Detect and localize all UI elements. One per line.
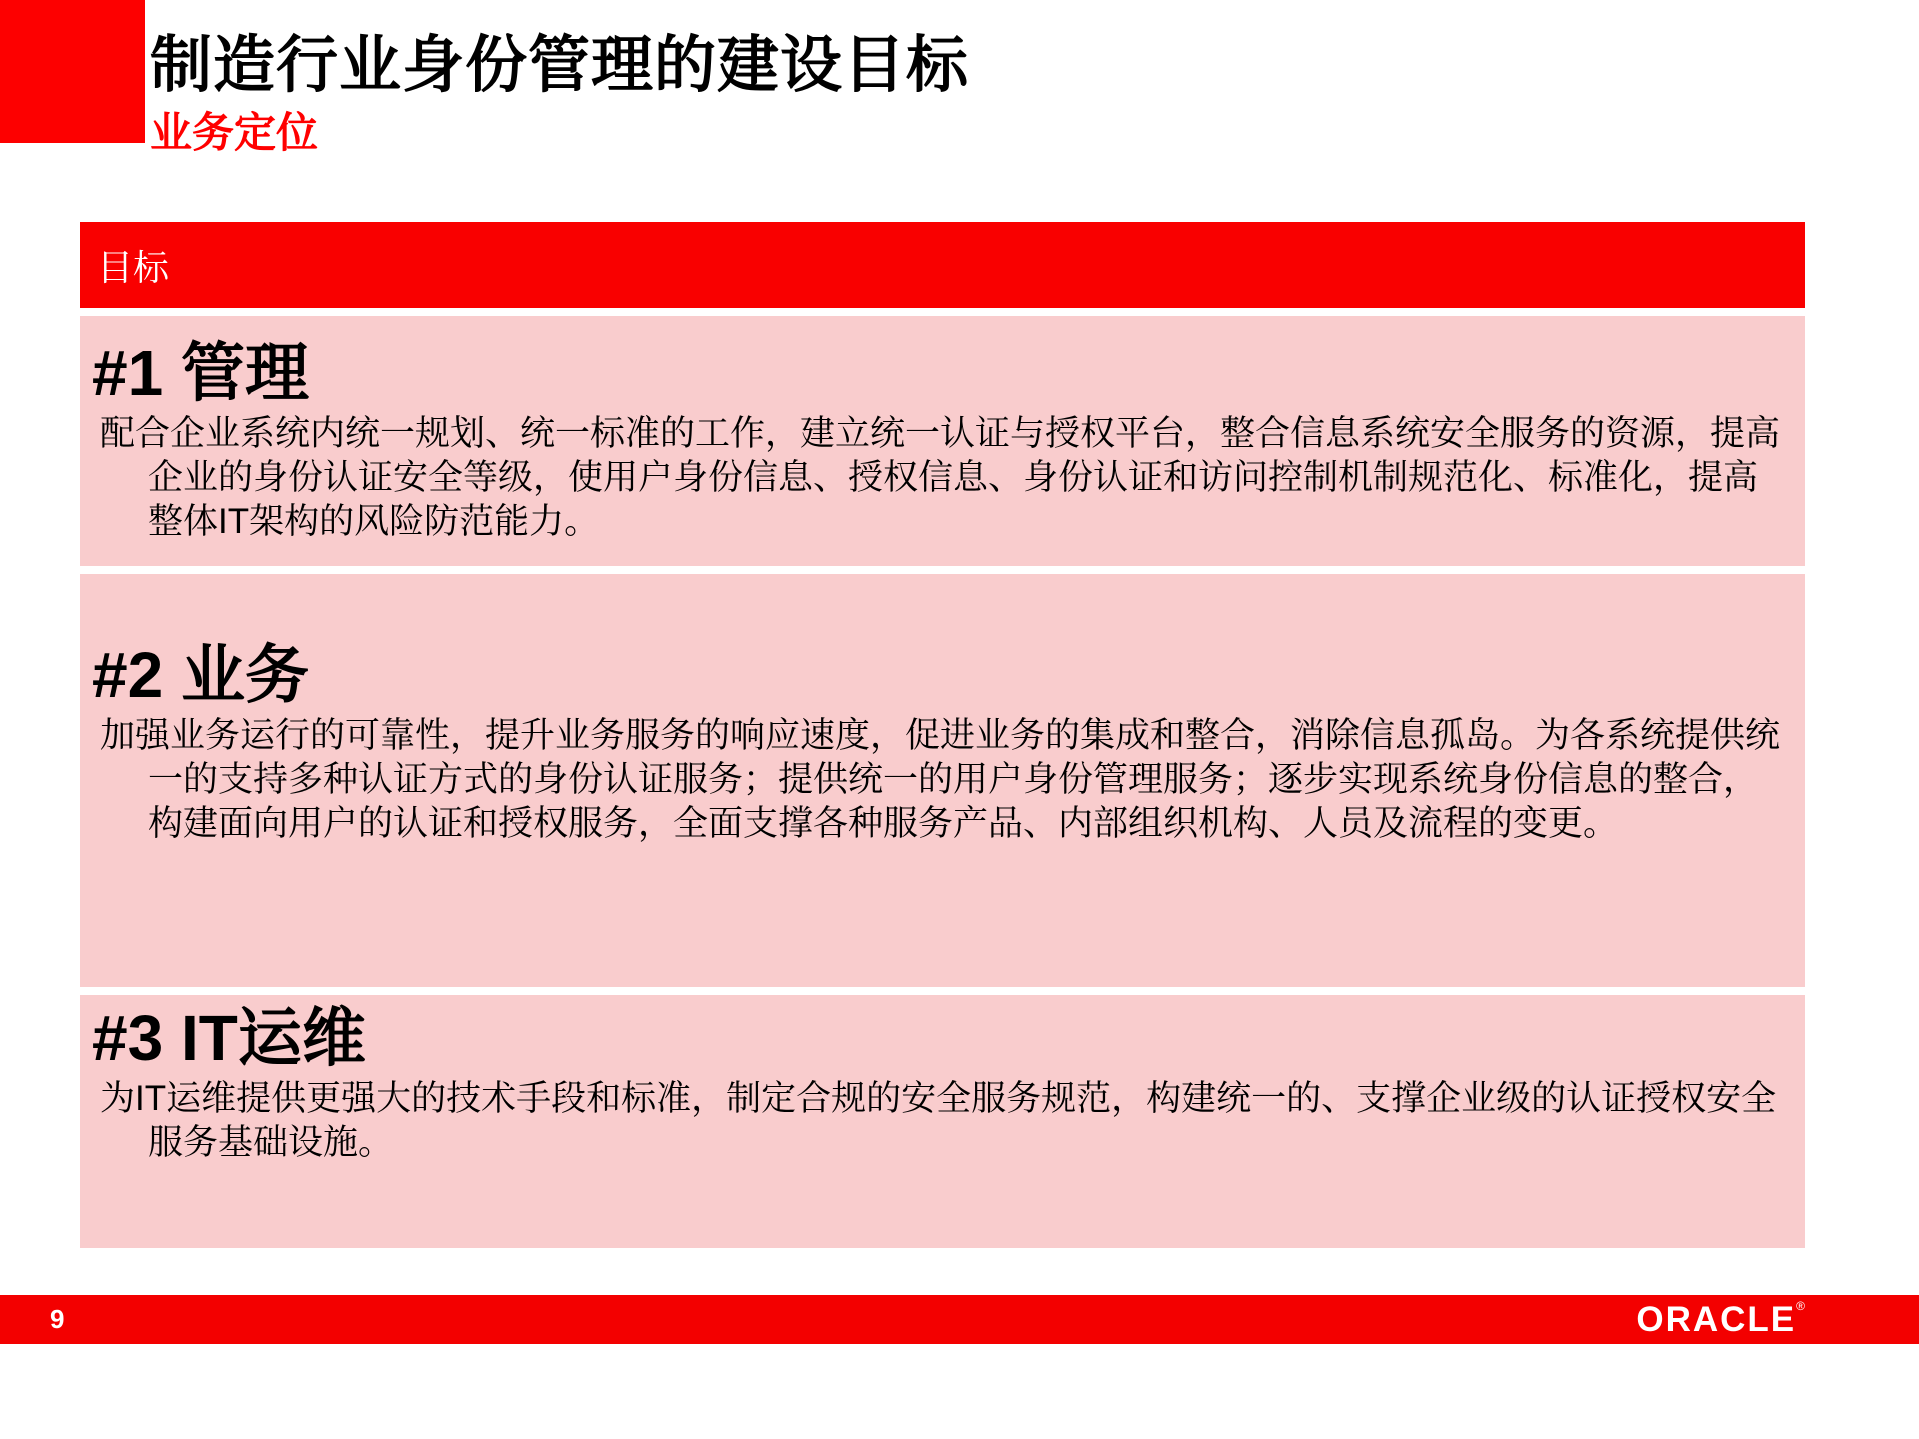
section-heading: #3 IT运维 xyxy=(92,1002,366,1074)
slide-accent-square xyxy=(0,0,145,143)
oracle-logo xyxy=(1636,1299,1805,1339)
section-heading: #2 业务 xyxy=(92,639,309,711)
slide-subtitle: 业务定位 xyxy=(150,109,319,156)
section-heading: #1 管理 xyxy=(92,337,309,409)
section-body: 加强业务运行的可靠性，提升业务服务的响应速度，促进业务的集成和整合，消除信息孤岛。为各系统提供统一的支持多种认证方式的身份认证服务；提供统一的用户身份管理服务；逐步实现系统身份信息的整合，构建面向用户的认证和授权服务，全面支撑各种服务产品、内部组织机构、人员及流程的变更。 xyxy=(100,716,1781,843)
section-business xyxy=(80,574,1805,987)
section-it-operations xyxy=(80,995,1805,1248)
page-number: 9 xyxy=(50,1304,65,1334)
title-area xyxy=(150,28,1850,158)
goals-panel xyxy=(80,222,1805,1256)
goals-header-bar xyxy=(80,222,1805,308)
registered-trademark-symbol: ® xyxy=(1796,1299,1805,1313)
section-body: 配合企业系统内统一规划、统一标准的工作，建立统一认证与授权平台，整合信息系统安全服务的资源，提高企业的身份认证安全等级，使用户身份信息、授权信息、身份认证和访问控制机制规范化、标准化，提高整体IT架构的风险防范能力。 xyxy=(100,414,1781,541)
slide-title: 制造行业身份管理的建设目标 xyxy=(150,31,970,100)
footer-bar xyxy=(0,1295,1919,1344)
section-body: 为IT运维提供更强大的技术手段和标准，制定合规的安全服务规范，构建统一的、支撑企业级的认证授权安全服务基础设施。 xyxy=(100,1079,1777,1162)
oracle-logo-text: ORACLE xyxy=(1636,1300,1797,1339)
section-management xyxy=(80,316,1805,566)
goals-header-label: 目标 xyxy=(97,246,170,288)
